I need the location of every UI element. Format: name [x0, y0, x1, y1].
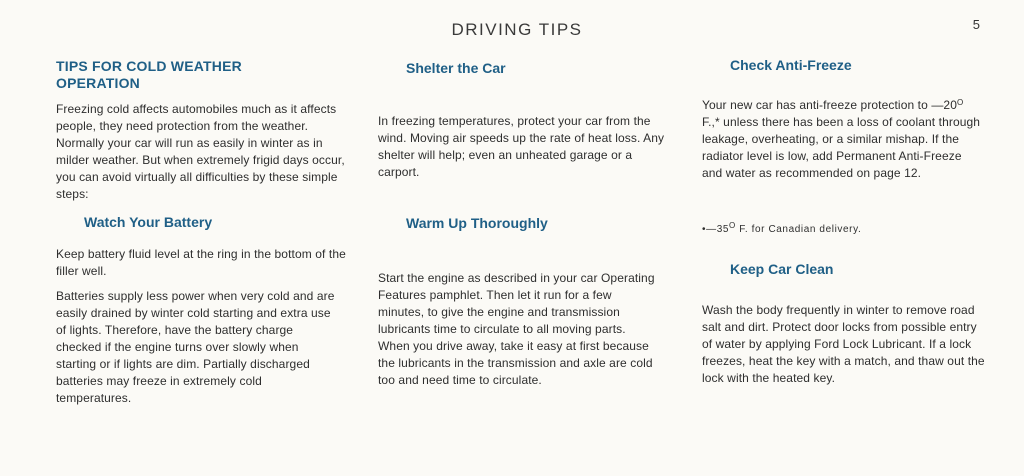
subheading-keep-car-clean: Keep Car Clean — [730, 261, 834, 277]
page-number: 5 — [972, 17, 980, 32]
subheading-check-antifreeze: Check Anti-Freeze — [730, 57, 852, 73]
intro-paragraph: Freezing cold affects automobiles much as it affects people, they need protection from the weather. Normally your car will run as easily in winter as in milder weather. But when extremely frigid days occur, you can avoid virtually all difficulties by these simple steps: — [56, 102, 345, 201]
subheading-watch-battery: Watch Your Battery — [84, 214, 213, 230]
subheading-warm-up: Warm Up Thoroughly — [406, 215, 548, 231]
section-heading-cold-weather: TIPS FOR COLD WEATHER OPERATION — [56, 58, 242, 91]
canadian-footnote: $•—35^O$ F. for Canadian delivery. — [702, 221, 862, 235]
battery-paragraph-2: Batteries supply less power when very cold and are easily drained by winter cold starting and extra use of lights. Therefore, have the battery charge checked if the engine turns over slowly when starting or if lights are dim. Partially discharged batteries may freeze in extremely cold temperatures. — [56, 289, 335, 405]
keep-clean-paragraph: Wash the body frequently in winter to remove road salt and dirt. Protect door locks from possible entry of water by applying Ford Lock Lubricant. If a lock freezes, heat the key with a match, and thaw out the lock with the heated key. — [702, 303, 985, 385]
warm-up-paragraph: Start the engine as described in your car Operating Features pamphlet. Then let it run for a few minutes, to give the engine and transmission lubricants time to circulate to all moving parts. When you drive away, take it easy at first because the lubricants in the transmission and axle are cold too and need time to circulate. — [378, 271, 655, 387]
antifreeze-paragraph: Your new car has anti-freeze protection to $—20^O$ F.,* unless there has been a loss of coolant through leakage, overheating, or a similar mishap. If the radiator level is low, add Permanent Anti-Freeze and water as recommended on page 12. — [702, 98, 981, 180]
battery-paragraph-1: Keep battery fluid level at the ring in the bottom of the filler well. — [56, 247, 346, 278]
page-title: DRIVING TIPS — [451, 20, 583, 39]
subheading-shelter-car: Shelter the Car — [406, 60, 506, 76]
shelter-paragraph: In freezing temperatures, protect your car from the wind. Moving air speeds up the rate of heat loss. Any shelter will help; even an unheated garage or a carport. — [378, 114, 665, 179]
